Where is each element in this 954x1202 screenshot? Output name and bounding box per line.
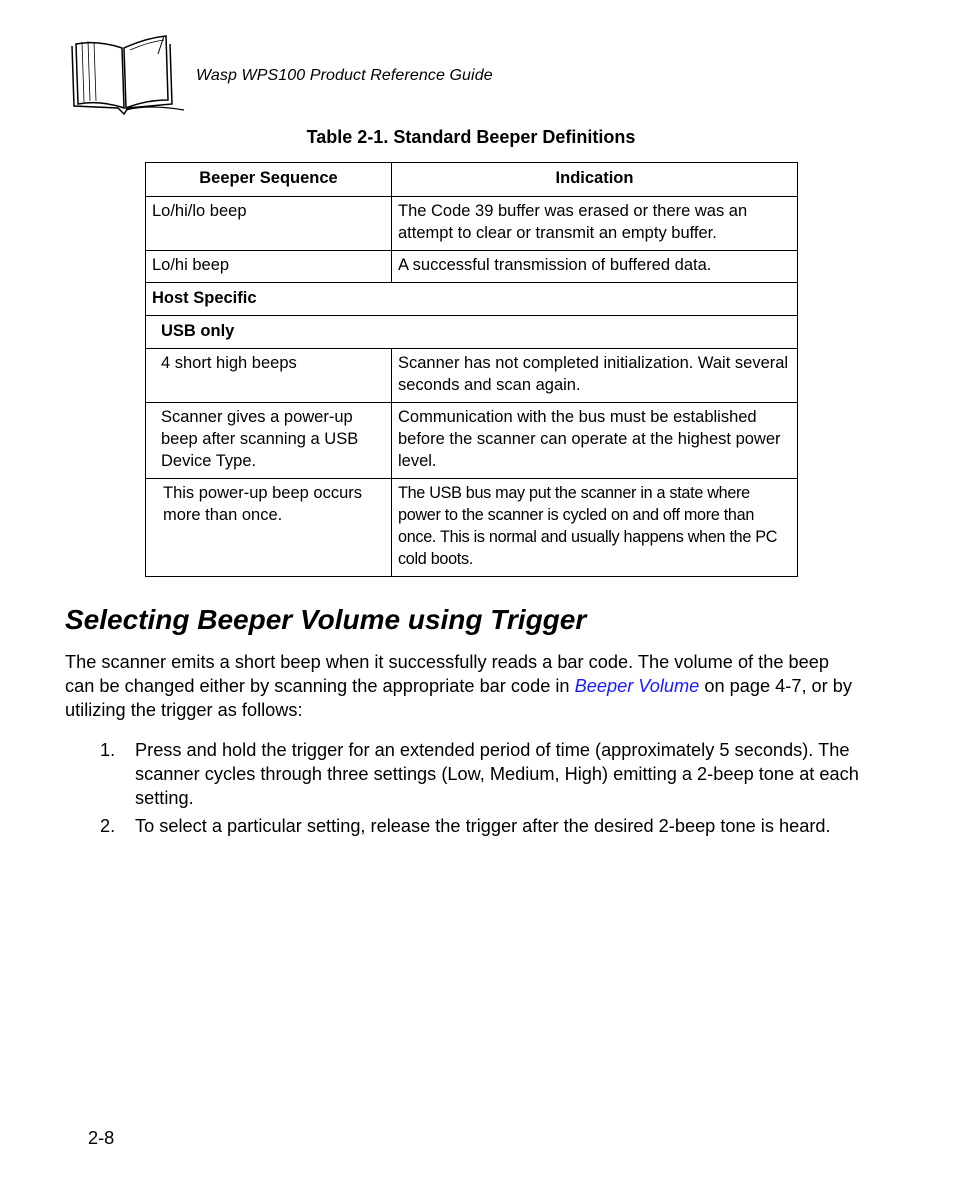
- indication-cell: The Code 39 buffer was erased or there was an attempt to clear or transmit an empty buffer.: [392, 197, 798, 251]
- list-item: [100, 814, 860, 838]
- section-row-host-specific: [146, 283, 798, 316]
- sequence-cell: This power-up beep occurs more than once.: [146, 479, 392, 577]
- list-item: [100, 738, 860, 810]
- sequence-cell: Scanner gives a power-up beep after scanning a USB Device Type.: [146, 403, 392, 479]
- beeper-volume-link[interactable]: Beeper Volume: [574, 676, 700, 696]
- sequence-cell: 4 short high beeps: [146, 349, 392, 403]
- sequence-cell: Lo/hi/lo beep: [146, 197, 392, 251]
- indication-cell: A successful transmission of buffered data.: [392, 251, 798, 283]
- table-row: [146, 197, 798, 251]
- indication-cell: Communication with the bus must be established before the scanner can operate at the highest power level.: [392, 403, 798, 479]
- table-row: [146, 479, 798, 577]
- column-header-beeper-sequence: Beeper Sequence: [146, 163, 392, 197]
- beeper-definitions-table: [145, 162, 798, 577]
- paragraph-text-end: on page 4-7, or by utilizing the trigger as follows:: [65, 676, 852, 720]
- body-paragraph: [65, 650, 855, 722]
- section-row-usb-only: [146, 316, 798, 349]
- indication-cell: The USB bus may put the scanner in a state where power to the scanner is cycled on and off more than once. This is normal and usually happens when the PC cold boots.: [392, 479, 798, 577]
- table-row: [146, 403, 798, 479]
- table-caption: Table 2-1. Standard Beeper Definitions: [306, 127, 636, 147]
- running-header-title: Wasp WPS100 Product Reference Guide: [196, 67, 493, 84]
- open-book-icon: [68, 34, 186, 116]
- indication-cell: Scanner has not completed initialization. Wait several seconds and scan again.: [392, 349, 798, 403]
- table-row: [146, 349, 798, 403]
- paragraph-text-start: The scanner emits a short beep when it successfully reads a bar code. The volume of the beep can be changed either by scanning the appropriate bar code in: [65, 652, 829, 696]
- step-number: 2.: [100, 816, 116, 836]
- table-row: [146, 251, 798, 283]
- step-text: To select a particular setting, release the trigger after the desired 2-beep tone is heard.: [135, 816, 831, 836]
- column-header-indication: Indication: [392, 163, 798, 197]
- sequence-cell: Lo/hi beep: [146, 251, 392, 283]
- host-specific-label: Host Specific: [146, 283, 798, 316]
- usb-only-label: USB only: [146, 316, 798, 349]
- section-heading: Selecting Beeper Volume using Trigger: [65, 604, 587, 635]
- table-header-row: [146, 163, 798, 197]
- page-number: 2-8: [88, 1128, 115, 1148]
- step-number: 1.: [100, 740, 116, 760]
- step-text: Press and hold the trigger for an extended period of time (approximately 5 seconds). The scanner cycles through three settings (Low, Medium, High) emitting a 2-beep tone at each setting.: [135, 740, 859, 808]
